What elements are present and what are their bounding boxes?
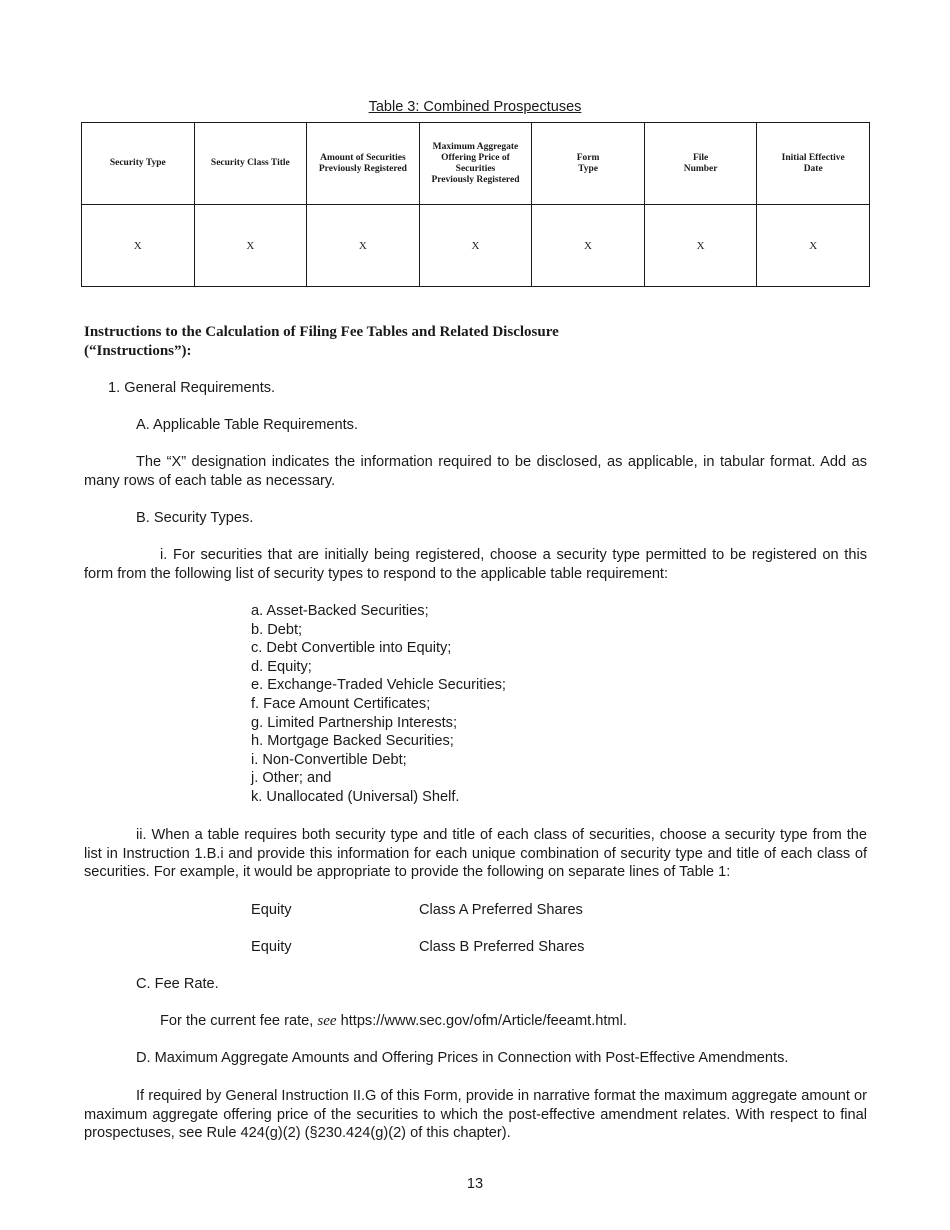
instructions-heading-line-2: (“Instructions”): [84,342,192,359]
section-1a-heading: A. Applicable Table Requirements. [136,417,359,433]
fee-rate-sentence [160,1012,627,1031]
list-item: d. Equity; [251,658,312,675]
table-cell: X [419,205,532,287]
security-type-list [251,602,506,807]
table-cell: X [644,205,757,287]
list-item: e. Exchange-Traded Vehicle Securities; [251,677,506,694]
list-item: j. Other; and [251,770,332,787]
fee-rate-prefix: For the current fee rate, [160,1013,314,1029]
table-cell: X [82,205,195,287]
list-item: b. Debt; [251,621,303,638]
table-cell: X [194,205,307,287]
header-amount-previously-registered: Amount of Securities Previously Registered [307,123,420,205]
table-cell: X [532,205,645,287]
section-1d-heading: D. Maximum Aggregate Amounts and Offering Prices in Connection with Post-Effective Amendments. [136,1050,789,1066]
instructions-heading [84,323,559,360]
list-item: c. Debt Convertible into Equity; [251,640,452,657]
section-1a-paragraph: The “X” designation indicates the information required to be disclosed, as applicable, in tabular format. Add as many rows of each table as necessary. [84,454,867,489]
example-2-security-type: Equity [251,939,292,955]
header-max-aggregate-offering-price: Maximum Aggregate Offering Price of Securities Previously Registered [419,123,532,205]
table-cell: X [757,205,870,287]
table-header-row [82,123,870,205]
table-row [82,205,870,287]
section-1b-ii-paragraph: ii. When a table requires both security type and title of each class of securities, choose a security type from the list in Instruction 1.B.i and provide this information for each unique combination of security type and title of each class of securities. For example, it would be appropriate to provide the following on separate lines of Table 1: [84,827,867,881]
list-item: g. Limited Partnership Interests; [251,714,458,731]
list-item: a. Asset-Backed Securities; [251,603,429,619]
example-1-security-type: Equity [251,902,292,918]
section-1b-heading: B. Security Types. [136,510,254,526]
instructions-heading-line-1: Instructions to the Calculation of Filing Fee Tables and Related Disclosure [84,324,559,340]
example-1-class-title: Class A Preferred Shares [419,902,583,918]
page-number: 13 [466,1176,484,1192]
fee-rate-link[interactable]: https://www.sec.gov/ofm/Article/feeamt.html. [340,1013,627,1029]
section-1-heading: 1. General Requirements. [108,380,276,396]
list-item: i. Non-Convertible Debt; [251,751,407,768]
list-item: f. Face Amount Certificates; [251,695,431,712]
combined-prospectuses-table [81,122,870,287]
header-form-type: Form Type [532,123,645,205]
header-file-number: File Number [644,123,757,205]
section-1d-paragraph: If required by General Instruction II.G of this Form, provide in narrative format the maximum aggregate amount or maximum aggregate offering price of the securities to which the post-effective amendment relates. With respect to final prospectuses, see Rule 424(g)(2) (§230.424(g)(2) of this chapter). [84,1088,867,1142]
header-initial-effective-date: Initial Effective Date [757,123,870,205]
header-security-class-title: Security Class Title [194,123,307,205]
table-cell: X [307,205,420,287]
list-item: h. Mortgage Backed Securities; [251,733,454,750]
list-item: k. Unallocated (Universal) Shelf. [251,788,460,805]
header-security-type: Security Type [82,123,195,205]
section-1b-i-paragraph: i. For securities that are initially being registered, choose a security type permitted to be registered on this form from the following list of security types to respond to the applicable table requirement: [84,547,867,582]
section-1c-heading: C. Fee Rate. [136,976,219,992]
see-word: see [317,1013,337,1029]
example-2-class-title: Class B Preferred Shares [419,939,585,955]
table-caption: Table 3: Combined Prospectuses [368,99,582,115]
